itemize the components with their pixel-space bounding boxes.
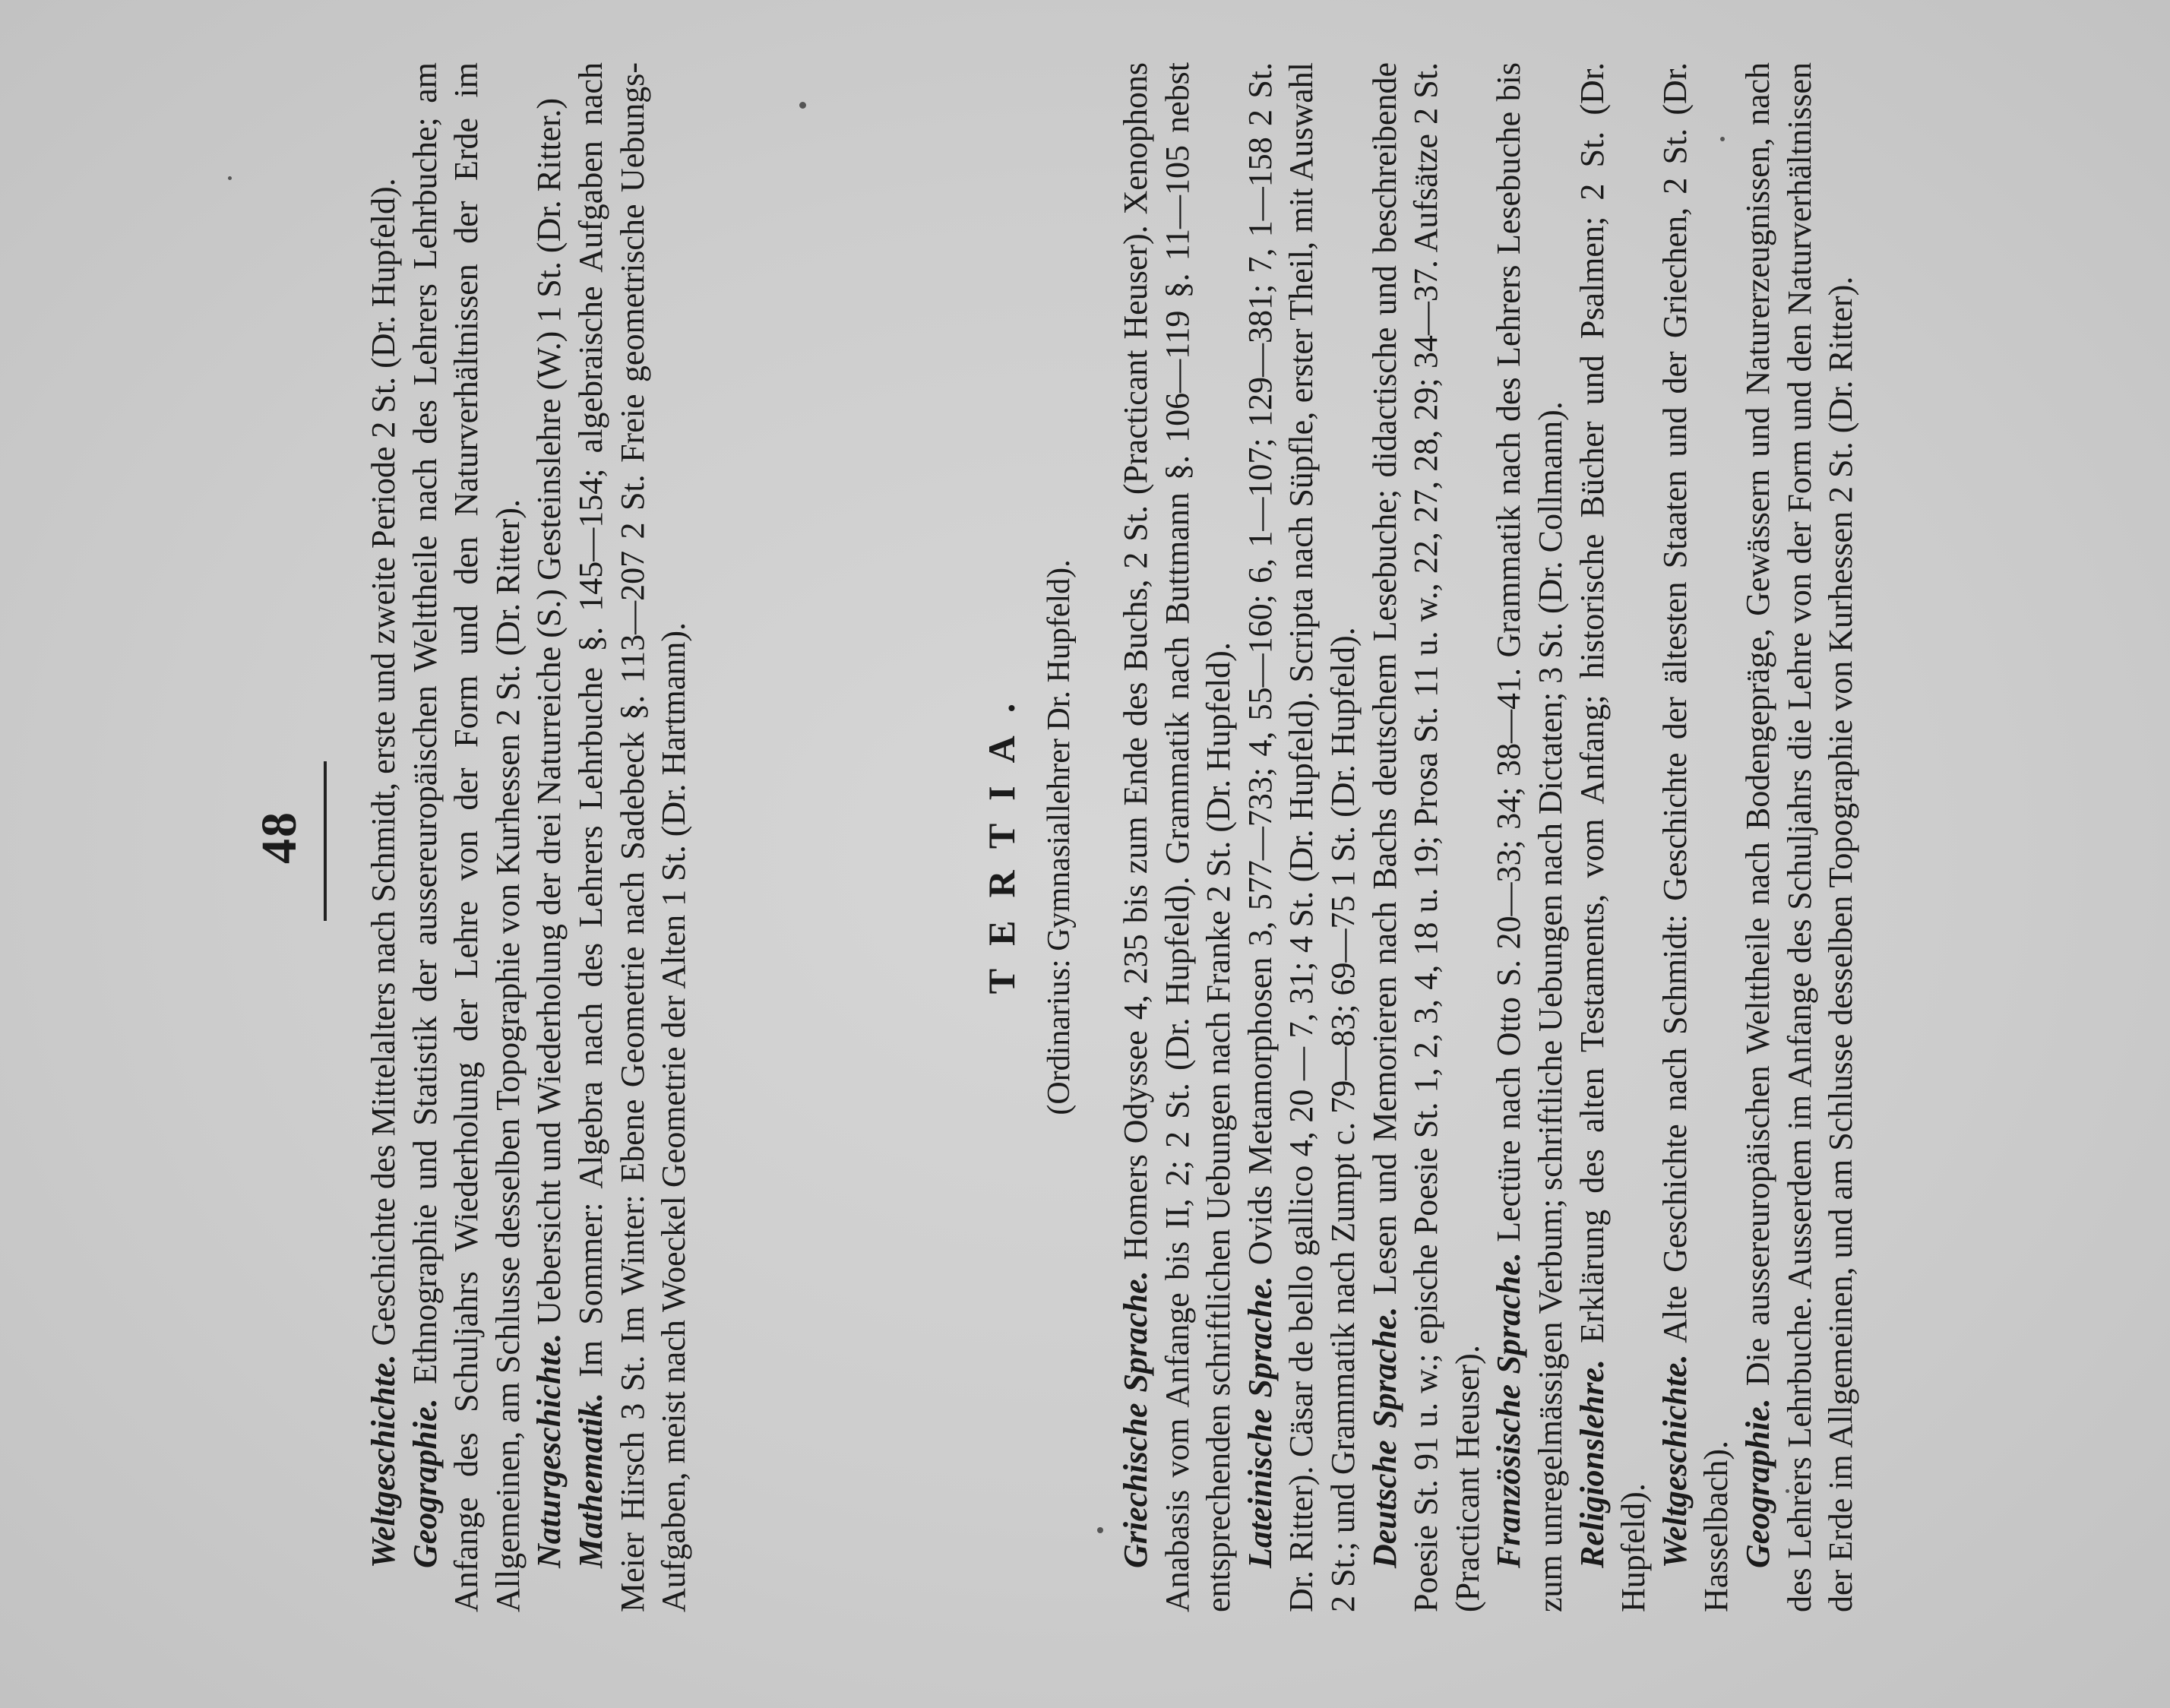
ordinarius-line: (Ordinarius: Gymnasiallehrer Dr. Hupfeld). <box>1042 559 1077 1115</box>
subject-text: Erklärung des alten Testaments, vom Anfang; historische Bücher und Psalmen; 2 St. (Dr. Hupfeld). <box>1573 62 1653 1612</box>
tertia-curriculum-block <box>1115 62 1862 1612</box>
paragraph-latein <box>1240 62 1365 1612</box>
subject-label: Lateinische Sprache. <box>1241 1276 1279 1568</box>
paragraph-geographie <box>405 62 530 1612</box>
subject-text: Uebersicht und Wiederholung der drei Naturreiche (S.) Gesteinslehre (W.) 1 St. (Dr. Ritter.) <box>530 98 568 1325</box>
paragraph-weltgeschichte-tertia <box>1655 62 1738 1612</box>
subject-text: Ovids Metamorphosen 3, 577—733; 4, 55—160; 6, 1—107; 129—381; 7, 1—158 2 St. Dr. Ritter). Cäsar de bello gallico 4, 20 — 7, 31; 4 St. (Dr. Hupfeld). Scripta nach Süpfle, erster Theil, mit Auswahl 2 St.; und Grammatik nach Zumpt c. 79—83; 69—75 1 St. (Dr. Hupfeld). <box>1241 62 1362 1612</box>
subject-label: Weltgeschichte. <box>1656 1354 1694 1568</box>
subject-label: Weltgeschichte. <box>365 1354 402 1568</box>
subject-label: Griechische Sprache. <box>1117 1270 1154 1568</box>
subject-label: Naturgeschichte. <box>530 1333 568 1568</box>
section-heading-tertia: TERTIA. <box>980 680 1023 995</box>
paragraph-geographie-tertia <box>1738 62 1862 1612</box>
subject-text: Ethnographie und Statistik der aussereuropäischen Welttheile nach des Lehrers Lehrbuche; am Anfange des Schuljahrs Wiederholung der Lehre von der Form und den Naturverhältnissen der Erde im Allgemeinen, am Schlusse desselben Topographie von Kurhessen 2 St. (Dr. Ritter). <box>406 62 527 1612</box>
subject-label: Religionslehre. <box>1573 1358 1611 1568</box>
subject-text: Lesen und Memorieren nach Bachs deutschem Lesebuche; didactische und beschreibende Poesie St. 91 u. w.; epische Poesie St. 1, 2, 3, 4, 18 u. 19; Prosa St. 11 u. w., 22, 27, 28, 29; 34—37. Aufsätze 2 St. (Practicant Heuser). <box>1365 62 1486 1612</box>
subject-text: Lectüre nach Otto S. 20—33; 34; 38—41. Grammatik nach des Lehrers Lesebuche bis zum unregelmässigen Verbum; schriftliche Uebungen nach Dictaten; 3 St. (Dr. Collmann). <box>1490 62 1569 1612</box>
subject-label: Französische Sprache. <box>1490 1252 1528 1568</box>
paragraph-mathematik <box>571 62 695 1612</box>
paragraph-griechisch <box>1115 62 1240 1612</box>
subject-text: Im Sommer: Algebra nach des Lehrers Lehrbuche §. 145—154; algebraische Aufgaben nach Meier Hirsch 3 St. Im Winter: Ebene Geometrie nach Sadebeck §. 113—207 2 St. Freie geometrische Uebungs-Aufgaben, meist nach Woeckel Geometrie der Alten 1 St. (Dr. Hartmann). <box>571 62 693 1612</box>
page-number-rule <box>324 761 327 921</box>
subject-label: Geographie. <box>1738 1398 1776 1568</box>
subject-label: Mathematik. <box>571 1392 609 1568</box>
paragraph-franzoesisch <box>1488 62 1571 1612</box>
paragraph-religion <box>1572 62 1655 1612</box>
paragraph-weltgeschichte <box>363 62 405 1612</box>
subject-text: Homers Odyssee 4, 235 bis zum Ende des Buchs, 2 St. (Practicant Heuser). Xenophons Anabasis vom Anfange bis II, 2; 2 St. (Dr. Hupfeld). Grammatik nach Buttmann §. 106—119 §. 11—105 nebst entsprechenden schriftlichen Uebungen nach Franke 2 St. (Dr. Hupfeld). <box>1117 62 1238 1612</box>
subject-text: Alte Geschichte nach Schmidt: Geschichte der ältesten Staaten und der Griechen, 2 St. (Dr. Hasselbach). <box>1656 62 1735 1612</box>
page-number: 48 <box>251 811 307 864</box>
quarta-curriculum-block <box>363 62 695 1612</box>
subject-label: Deutsche Sprache. <box>1365 1306 1403 1568</box>
subject-text: Die aussereuropäischen Welttheile nach Bodengepräge, Gewässern und Naturerzeugnissen, nach des Lehrers Lehrbuche. Ausserdem im Anfange des Schuljahrs die Lehre von der Form und den Naturverhältnissen der Erde im Allgemeinen, und am Schlusse desselben Topographie von Kurhessen 2 St. (Dr. Ritter). <box>1738 62 1860 1612</box>
dust-speck <box>228 176 232 180</box>
subject-text: Geschichte des Mittelalters nach Schmidt, erste und zweite Periode 2 St. (Dr. Hupfeld). <box>365 178 402 1346</box>
paragraph-deutsch <box>1365 62 1489 1612</box>
rotated-document-page <box>249 62 1898 1612</box>
paragraph-naturgeschichte <box>529 62 571 1612</box>
subject-label: Geographie. <box>406 1398 444 1568</box>
